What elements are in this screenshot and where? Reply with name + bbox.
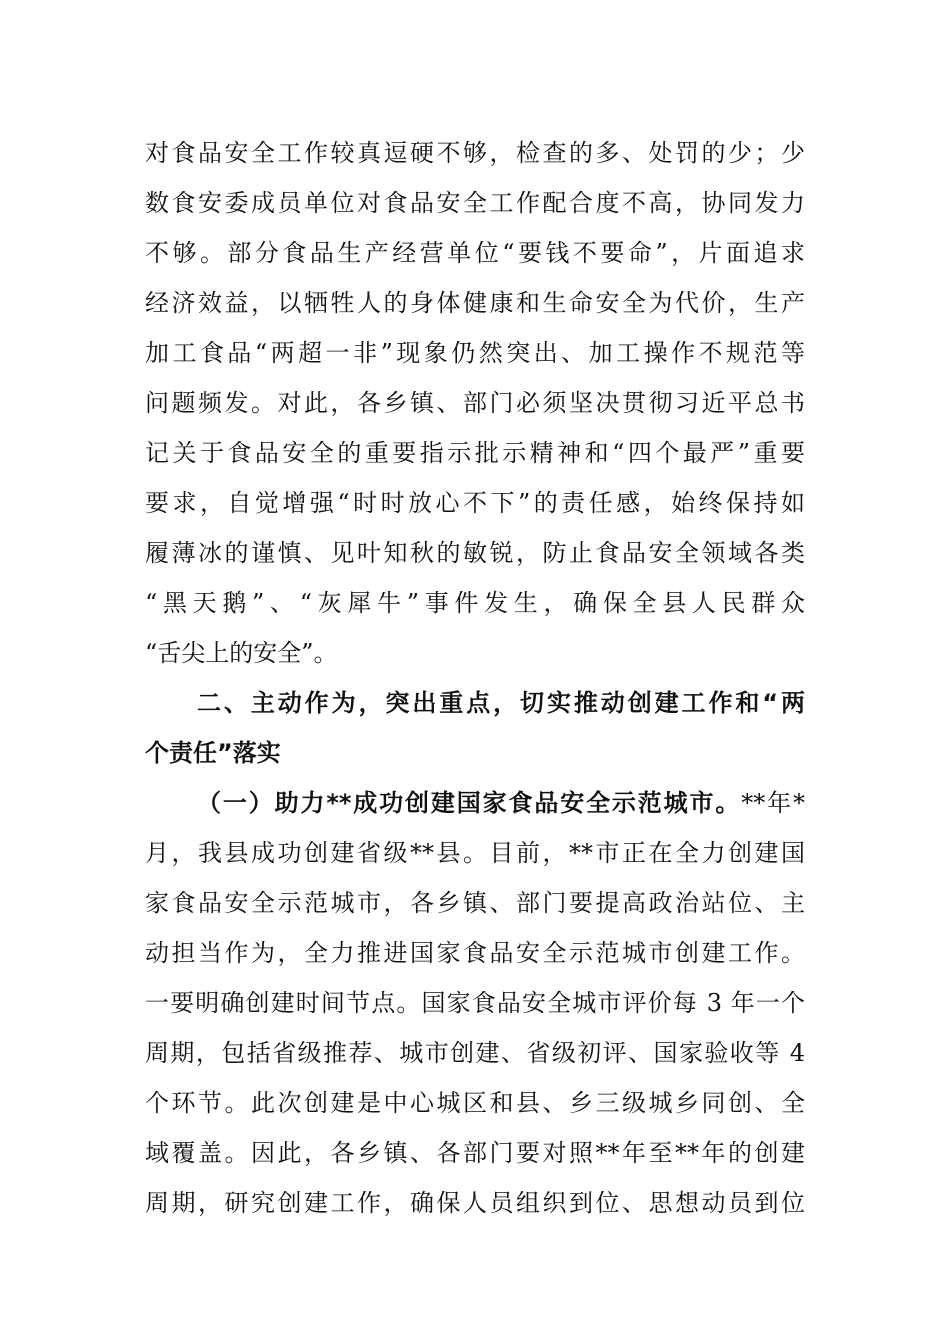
text-line: “黑天鹅”、“灰犀牛”事件发生，确保全县人民群众 (145, 589, 805, 617)
subheading-rest: **年* (741, 789, 805, 817)
section-heading-cont: 个责任”落实 (145, 739, 281, 767)
subheading-line (197, 778, 805, 828)
text-line: 记关于食品安全的重要指示批示精神和“四个最严”重要 (145, 439, 805, 467)
text-line: 加工食品“两超一非”现象仍然突出、加工操作不规范等 (145, 339, 805, 367)
text-line: 域覆盖。因此，各乡镇、各部门要对照**年至**年的创建 (145, 1139, 805, 1167)
text-line: 周期，研究创建工作，确保人员组织到位、思想动员到位 (145, 1189, 805, 1217)
text-line: 个环节。此次创建是中心城区和县、乡三级城乡同创、全 (145, 1089, 805, 1117)
text-line: 履薄冰的谨慎、见叶知秋的敏锐，防止食品安全领域各类 (145, 539, 805, 567)
text-line: 要求，自觉增强“时时放心不下”的责任感，始终保持如 (145, 489, 805, 517)
text-line: “舌尖上的安全”。 (145, 639, 338, 667)
text-line: 周期，包括省级推荐、城市创建、省级初评、国家验收等 4 (145, 1039, 805, 1067)
text-line: 家食品安全示范城市，各乡镇、部门要提高政治站位、主 (145, 889, 805, 917)
subheading-title: （一）助力**成功创建国家食品安全示范城市。 (197, 789, 742, 817)
text-line: 数食安委成员单位对食品安全工作配合度不高，协同发力 (145, 189, 805, 217)
text-line: 问题频发。对此，各乡镇、部门必须坚决贯彻习近平总书 (145, 389, 805, 417)
text-line: 不够。部分食品生产经营单位“要钱不要命”，片面追求 (145, 239, 805, 267)
text-line: 月，我县成功创建省级**县。目前，**市正在全力创建国 (145, 839, 805, 867)
section-heading: 二、主动作为，突出重点，切实推动创建工作和“两 (197, 689, 805, 717)
text-line: 一要明确创建时间节点。国家食品安全城市评价每 3 年一个 (145, 989, 805, 1017)
text-line: 动担当作为，全力推进国家食品安全示范城市创建工作。 (145, 939, 805, 967)
text-line: 对食品安全工作较真逗硬不够，检查的多、处罚的少；少 (145, 139, 805, 167)
text-line: 经济效益，以牺牲人的身体健康和生命安全为代价，生产 (145, 289, 805, 317)
